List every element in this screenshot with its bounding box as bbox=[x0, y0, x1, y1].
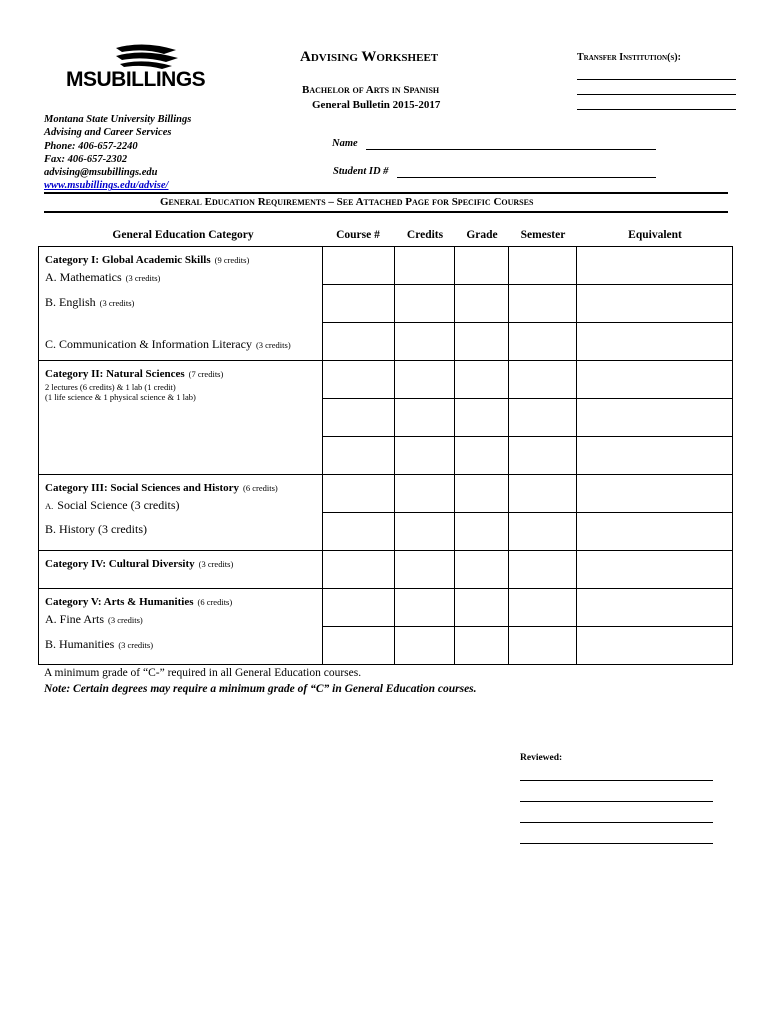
math-credits: (3 credits) bbox=[125, 273, 161, 283]
contact-line: Montana State University Billings bbox=[44, 114, 192, 125]
course-cell[interactable] bbox=[323, 475, 395, 513]
equivalent-cell[interactable] bbox=[577, 475, 733, 513]
degree-title: Bachelor of Arts in Spanish bbox=[302, 84, 440, 96]
course-cell[interactable] bbox=[323, 247, 395, 285]
section-title: General Education Requirements – See Attached Page for Specific Courses bbox=[160, 196, 534, 208]
column-header-grade: Grade bbox=[466, 229, 498, 241]
equivalent-cell[interactable] bbox=[577, 513, 733, 551]
communication-label: C. Communication & Information Literacy bbox=[45, 337, 252, 351]
column-header-credits: Credits bbox=[406, 229, 444, 241]
credits-cell[interactable] bbox=[395, 361, 455, 399]
name-label: Name bbox=[332, 138, 358, 149]
transfer-institution-field[interactable] bbox=[577, 79, 736, 80]
credits-cell[interactable] bbox=[395, 627, 455, 665]
credits-cell[interactable] bbox=[395, 399, 455, 437]
semester-cell[interactable] bbox=[509, 285, 577, 323]
student-id-field[interactable] bbox=[397, 177, 656, 178]
semester-cell[interactable] bbox=[509, 627, 577, 665]
section-divider bbox=[44, 192, 728, 194]
category-4-credits: (3 credits) bbox=[198, 559, 234, 569]
math-label: A. Mathematics bbox=[45, 270, 122, 284]
page-title: Advising Worksheet bbox=[300, 49, 439, 65]
course-cell[interactable] bbox=[323, 513, 395, 551]
grade-cell[interactable] bbox=[455, 361, 509, 399]
degree-grade-note: Note: Certain degrees may require a minimum grade of “C” in General Education courses. bbox=[44, 683, 477, 695]
course-cell[interactable] bbox=[323, 627, 395, 665]
credits-cell[interactable] bbox=[395, 323, 455, 361]
equivalent-cell[interactable] bbox=[577, 589, 733, 627]
contact-phone: Phone: 406-657-2240 bbox=[44, 140, 138, 152]
humanities-credits: (3 credits) bbox=[118, 640, 154, 650]
semester-cell[interactable] bbox=[509, 513, 577, 551]
grade-cell[interactable] bbox=[455, 475, 509, 513]
section-divider bbox=[44, 211, 728, 213]
credits-cell[interactable] bbox=[395, 475, 455, 513]
semester-cell[interactable] bbox=[509, 247, 577, 285]
gen-ed-table bbox=[38, 246, 733, 665]
grade-cell[interactable] bbox=[455, 399, 509, 437]
column-header-semester: Semester bbox=[520, 229, 566, 241]
reviewed-signature-field[interactable] bbox=[520, 843, 713, 844]
column-header-course: Course # bbox=[336, 229, 380, 241]
course-cell[interactable] bbox=[323, 323, 395, 361]
credits-cell[interactable] bbox=[395, 247, 455, 285]
equivalent-cell[interactable] bbox=[577, 399, 733, 437]
course-cell[interactable] bbox=[323, 589, 395, 627]
category-1-cell bbox=[39, 247, 323, 361]
category-1-title: Category I: Global Academic Skills bbox=[45, 254, 211, 266]
grade-cell[interactable] bbox=[455, 551, 509, 589]
course-cell[interactable] bbox=[323, 285, 395, 323]
website-link[interactable]: www.msubillings.edu/advise/ bbox=[44, 180, 169, 192]
bulletin-title: General Bulletin 2015-2017 bbox=[312, 99, 441, 111]
grade-cell[interactable] bbox=[455, 627, 509, 665]
english-credits: (3 credits) bbox=[99, 298, 135, 308]
credits-cell[interactable] bbox=[395, 285, 455, 323]
course-cell[interactable] bbox=[323, 437, 395, 475]
semester-cell[interactable] bbox=[509, 323, 577, 361]
category-3-credits: (6 credits) bbox=[243, 483, 278, 493]
category-5-cell bbox=[39, 589, 323, 665]
credits-cell[interactable] bbox=[395, 589, 455, 627]
history-label: B. History (3 credits) bbox=[45, 522, 147, 536]
humanities-label: B. Humanities bbox=[45, 637, 115, 651]
reviewed-label: Reviewed: bbox=[520, 753, 563, 763]
equivalent-cell[interactable] bbox=[577, 551, 733, 589]
grade-cell[interactable] bbox=[455, 247, 509, 285]
category-2-title: Category II: Natural Sciences bbox=[45, 368, 185, 380]
grade-cell[interactable] bbox=[455, 513, 509, 551]
equivalent-cell[interactable] bbox=[577, 627, 733, 665]
category-2-credits: (7 credits) bbox=[188, 369, 224, 379]
name-field[interactable] bbox=[366, 149, 656, 150]
category-5-credits: (6 credits) bbox=[197, 597, 233, 607]
grade-cell[interactable] bbox=[455, 437, 509, 475]
semester-cell[interactable] bbox=[509, 437, 577, 475]
logo-text: MSUBILLINGS bbox=[66, 68, 206, 91]
category-2-cell bbox=[39, 361, 323, 475]
english-label: B. English bbox=[45, 295, 96, 309]
grade-cell[interactable] bbox=[455, 589, 509, 627]
social-science-label: Social Science (3 credits) bbox=[57, 498, 180, 512]
contact-fax: Fax: 406-657-2302 bbox=[44, 153, 128, 165]
category-3-cell bbox=[39, 475, 323, 551]
equivalent-cell[interactable] bbox=[577, 285, 733, 323]
category-4-title: Category IV: Cultural Diversity bbox=[45, 558, 195, 570]
category-3-title: Category III: Social Sciences and History bbox=[45, 482, 240, 494]
minimum-grade-note: A minimum grade of “C-” required in all General Education courses. bbox=[44, 667, 362, 679]
category-4-cell bbox=[39, 551, 323, 589]
communication-credits: (3 credits) bbox=[255, 340, 291, 350]
equivalent-cell[interactable] bbox=[577, 437, 733, 475]
course-cell[interactable] bbox=[323, 361, 395, 399]
column-header-category: General Education Category bbox=[112, 229, 254, 241]
credits-cell[interactable] bbox=[395, 437, 455, 475]
student-id-label: Student ID # bbox=[333, 166, 389, 177]
reviewed-signature-field[interactable] bbox=[520, 780, 713, 781]
msu-billings-logo bbox=[66, 42, 216, 92]
transfer-institution-label: Transfer Institution(s): bbox=[577, 52, 681, 63]
category-1-credits: (9 credits) bbox=[214, 255, 250, 265]
semester-cell[interactable] bbox=[509, 589, 577, 627]
equivalent-cell[interactable] bbox=[577, 361, 733, 399]
category-2-note: (1 life science & 1 physical science & 1 lab) bbox=[45, 392, 196, 402]
equivalent-cell[interactable] bbox=[577, 247, 733, 285]
contact-email: advising@msubillings.edu bbox=[44, 167, 158, 179]
contact-block bbox=[44, 113, 191, 193]
fine-arts-credits: (3 credits) bbox=[108, 615, 143, 625]
credits-cell[interactable] bbox=[395, 513, 455, 551]
reviewed-signature-field[interactable] bbox=[520, 822, 713, 823]
transfer-institution-field[interactable] bbox=[577, 109, 736, 110]
category-5-title: Category V: Arts & Humanities bbox=[45, 596, 194, 608]
category-2-note: 2 lectures (6 credits) & 1 lab (1 credit) bbox=[45, 382, 176, 392]
equivalent-cell[interactable] bbox=[577, 323, 733, 361]
logo-swoosh-icon bbox=[114, 42, 184, 70]
contact-line: Advising and Career Services bbox=[44, 127, 172, 139]
semester-cell[interactable] bbox=[509, 551, 577, 589]
transfer-institution-field[interactable] bbox=[577, 94, 736, 95]
social-science-prefix: A. bbox=[45, 501, 54, 511]
course-cell[interactable] bbox=[323, 551, 395, 589]
grade-cell[interactable] bbox=[455, 285, 509, 323]
semester-cell[interactable] bbox=[509, 475, 577, 513]
fine-arts-label: A. Fine Arts bbox=[45, 612, 105, 626]
semester-cell[interactable] bbox=[509, 361, 577, 399]
course-cell[interactable] bbox=[323, 399, 395, 437]
grade-cell[interactable] bbox=[455, 323, 509, 361]
column-header-equivalent: Equivalent bbox=[628, 229, 682, 241]
reviewed-signature-field[interactable] bbox=[520, 801, 713, 802]
semester-cell[interactable] bbox=[509, 399, 577, 437]
credits-cell[interactable] bbox=[395, 551, 455, 589]
